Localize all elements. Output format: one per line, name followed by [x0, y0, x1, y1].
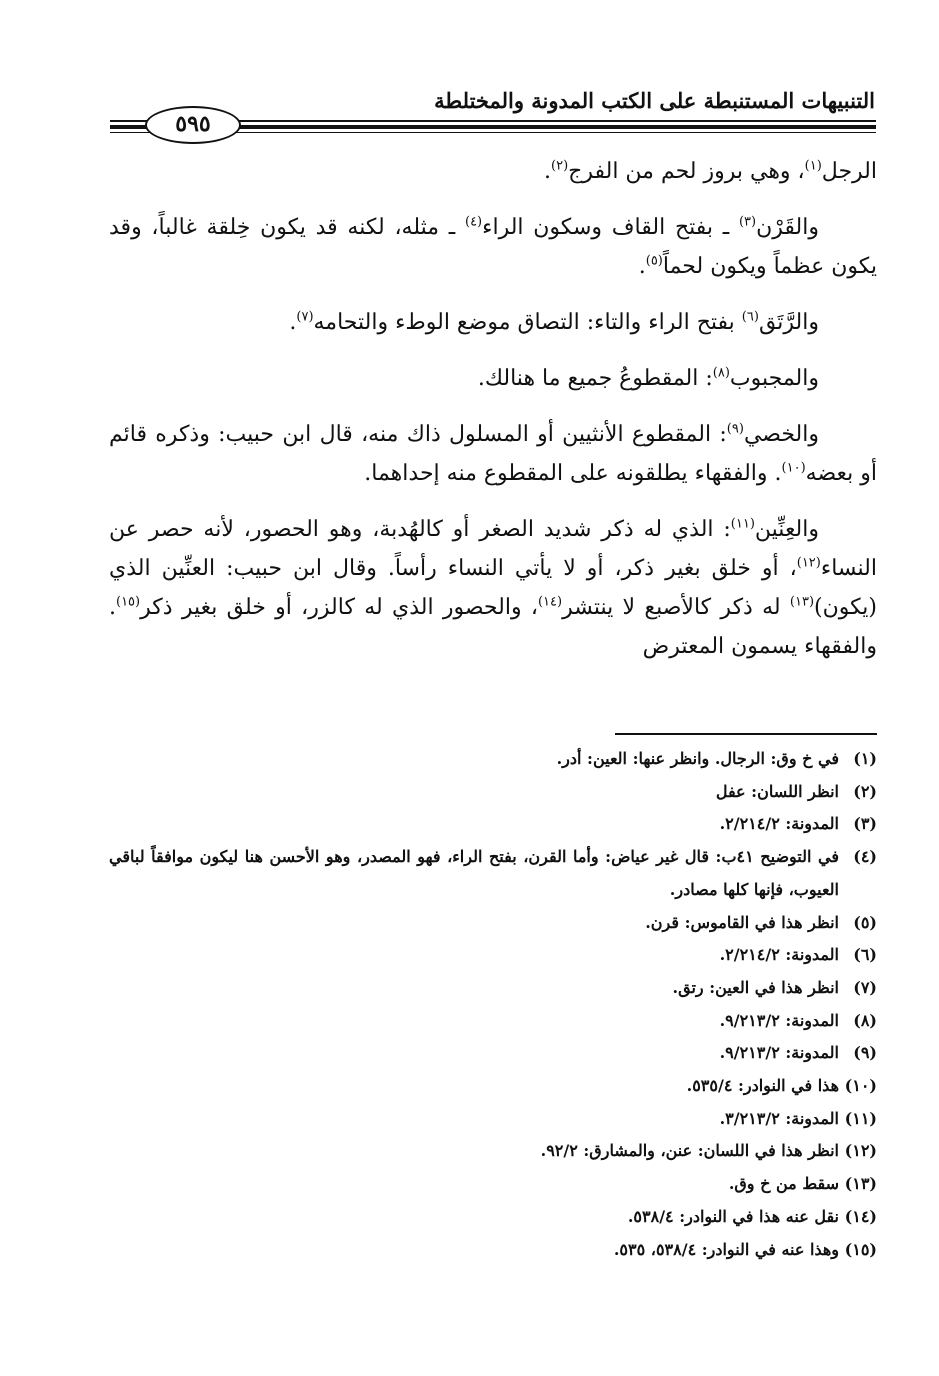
- footnote-ref: (٤): [464, 214, 483, 230]
- footnote-text: المدونة: ٣/٢١٣/٢.: [719, 1108, 839, 1128]
- footnote: [109, 1201, 877, 1234]
- footnote-ref: (١٣): [789, 594, 815, 610]
- footnote-number: (١٣): [844, 1174, 877, 1194]
- footnote-text: نقل عنه هذا في النوادر: ٥٣٨/٤.: [627, 1206, 839, 1226]
- footnote-text: انظر هذا في العين: رتق.: [672, 977, 839, 997]
- footnote-ref: (١١): [730, 516, 755, 532]
- footnote-text: وهذا عنه في النوادر: ٥٣٨/٤، ٥٣٥.: [613, 1239, 839, 1259]
- footnote-text: انظر هذا في اللسان: عنن، والمشارق: ٩٢/٢.: [540, 1141, 839, 1161]
- footnote: [109, 1037, 877, 1070]
- footnote: [109, 1135, 877, 1168]
- footnote-number: (٩): [853, 1043, 877, 1063]
- footnote-ref: (٦): [741, 309, 759, 325]
- footnote-ref: (١٢): [796, 555, 821, 571]
- footnote-text: سقط من خ وق.: [728, 1174, 839, 1194]
- footnote-number: (٦): [853, 945, 877, 965]
- footnote-ref: (٩): [726, 421, 744, 437]
- footnote-number: (٢): [853, 781, 877, 801]
- footnote: [109, 1168, 877, 1201]
- footnote: [109, 1005, 877, 1038]
- footnote: [109, 808, 877, 841]
- footnote-separator: [615, 733, 877, 735]
- footnote-number: (١٥): [844, 1239, 877, 1259]
- footnote-ref: (١٠): [781, 460, 806, 476]
- footnote: [109, 1234, 877, 1267]
- footnote-text: في خ وق: الرجال. وانظر عنها: العين: أدر.: [556, 749, 839, 768]
- footnote-number: (١٢): [844, 1141, 877, 1161]
- footnote-number: (٧): [853, 977, 877, 997]
- footnote-number: (٨): [853, 1010, 877, 1030]
- footnote-text: المدونة: ٢/٢١٤/٢.: [719, 945, 839, 965]
- footnote-number: (١١): [844, 1108, 877, 1128]
- footnote-number: (٤): [853, 847, 877, 867]
- footnote: [109, 743, 877, 776]
- paragraph-5: والخصي$^{(٩)}$: المقطوع الأنثيين أو المسلول ذاك منه، قال ابن حبيب: وذكره قائم أو بعضه$^{(١٠)}$. والفقهاء يطلقونه على المقطوع منه إحداهما.: [109, 421, 877, 486]
- footnote-text: المدونة: ٩/٢١٣/٢.: [719, 1010, 839, 1030]
- footnote: [109, 1070, 877, 1103]
- running-title: التنبيهات المستنبطة على الكتب المدونة والمختلطة: [434, 88, 875, 113]
- footnote-text: في التوضيح ٤١ب: قال غير عياض: وأما القرن، بفتح الراء، فهو المصدر، وهو الأحسن هنا ليكون موافقاً لباقي العيوب، فإنها كلها مصادر.: [109, 847, 840, 899]
- page-number: ٥٩٥: [175, 111, 211, 137]
- footnote-number: (١): [853, 749, 877, 768]
- paragraph-1: الرجل$^{(١)}$، وهي بروز لحم من الفرج$^{(٢)}$.: [544, 158, 877, 184]
- footnote: [109, 939, 877, 972]
- page-number-badge: [145, 106, 241, 144]
- footnote-text: هذا في النوادر: ٥٣٥/٤.: [686, 1076, 839, 1096]
- footnote-ref: (١٥): [116, 594, 141, 610]
- footnote-ref: (٧): [296, 309, 314, 325]
- footnote-text: انظر هذا في القاموس: قرن.: [645, 912, 839, 932]
- footnote: [109, 1103, 877, 1136]
- footnote-text: المدونة: ٢/٢١٤/٢.: [719, 814, 839, 834]
- footnote: [109, 972, 877, 1005]
- main-text: [109, 152, 877, 683]
- footnote-ref: (١٤): [537, 594, 563, 610]
- footnote-number: (١٤): [844, 1206, 877, 1226]
- footnote-ref: (٥): [645, 253, 663, 269]
- footnotes: [109, 743, 877, 1266]
- paragraph-6: والعِنِّين$^{(١١)}$: الذي له ذكر شديد الصغر أو كالهُدبة، وهو الحصور، لأنه حصر عن النساء$^{(١٢)}$، أو خلق بغير ذكر، أو لا يأتي النساء رأساً. وقال ابن حبيب: العنِّين الذي (يكون)$^{(١٣)}$ له ذكر كالأصبع لا ينتشر$^{(١٤)}$، والحصور الذي له كالزر، أو خلق بغير ذكر$^{(١٥)}$. والفقهاء يسمون المعترض: [109, 516, 878, 659]
- footnote-ref: (٢): [551, 158, 569, 174]
- footnote: [109, 907, 877, 940]
- footnote-number: (٣): [853, 814, 877, 834]
- footnote-number: (٥): [853, 912, 877, 932]
- paragraph-4: والمجبوب$^{(٨)}$: المقطوعُ جميع ما هنالك.: [477, 365, 819, 391]
- paragraph-3: والرَّتَق$^{(٦)}$ بفتح الراء والتاء: التصاق موضع الوطء والتحامه$^{(٧)}$.: [289, 309, 819, 335]
- paragraph-2: والقَرْن$^{(٣)}$ ـ بفتح القاف وسكون الراء$^{(٤)}$ ـ مثله، لكنه قد يكون خِلقة غالباً، وقد يكون عظماً ويكون لحماً$^{(٥)}$.: [109, 214, 877, 279]
- footnote-ref: (٣): [738, 214, 757, 230]
- footnote-text: المدونة: ٩/٢١٣/٢.: [719, 1043, 839, 1063]
- footnote-text: انظر اللسان: عفل: [715, 781, 839, 801]
- footnote-ref: (١): [804, 158, 822, 174]
- footnote-number: (١٠): [844, 1076, 877, 1096]
- footnote-ref: (٨): [712, 365, 730, 381]
- footnote: [109, 841, 877, 906]
- footnote: [109, 776, 877, 809]
